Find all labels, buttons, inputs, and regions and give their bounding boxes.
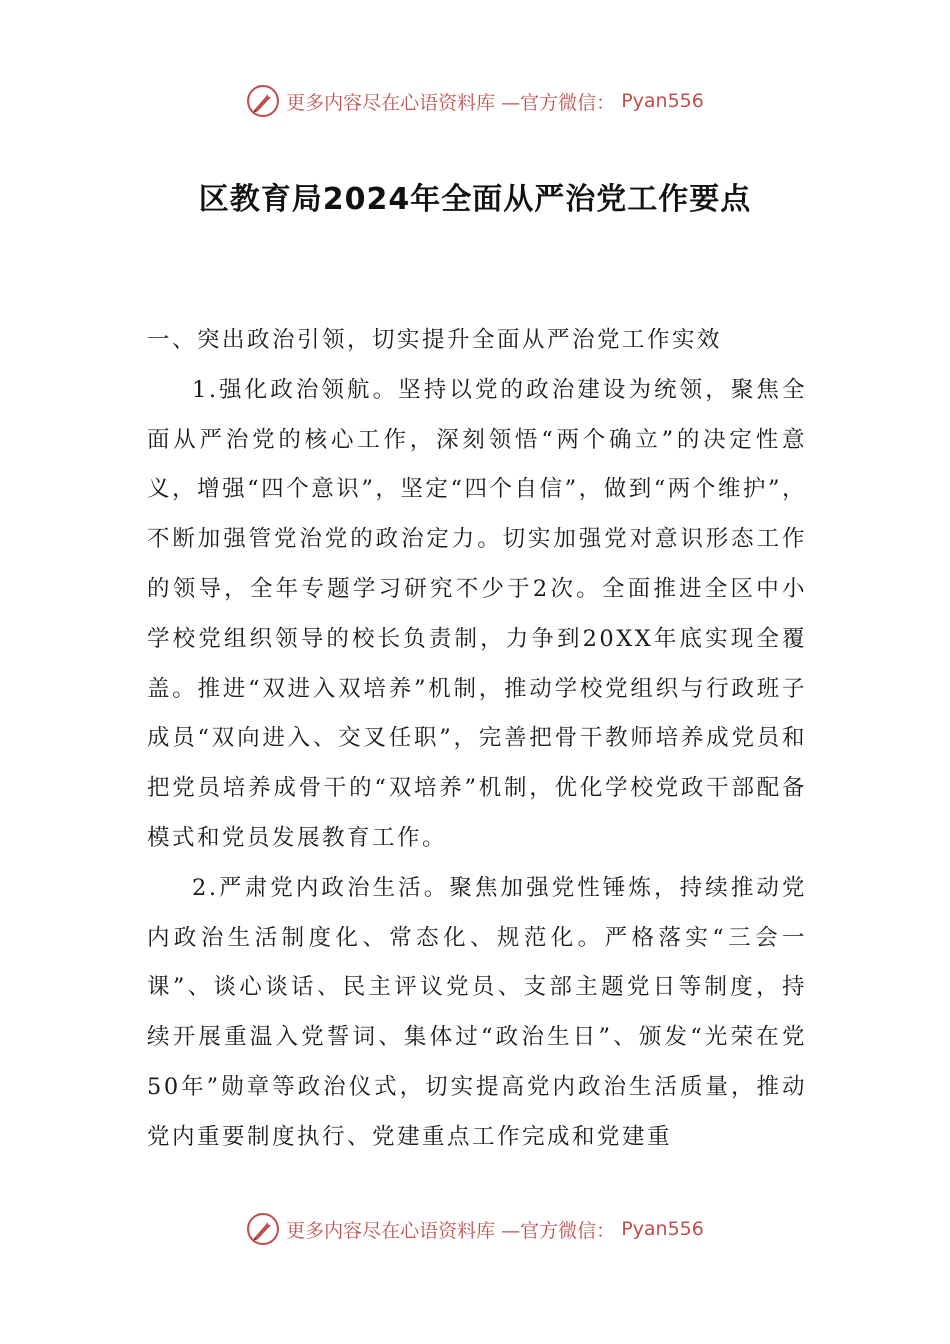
watermark-separator: —官方微信： xyxy=(501,1219,616,1242)
document-body xyxy=(147,316,807,1163)
watermark-header xyxy=(0,84,950,118)
watermark-separator: —官方微信： xyxy=(501,91,616,114)
section-heading: 一、突出政治引领，切实提升全面从严治党工作实效 xyxy=(147,327,723,353)
watermark-id: Pyan556 xyxy=(621,90,704,112)
pen-logo-icon xyxy=(246,84,280,118)
paragraph: 1.强化政治领航。坚持以党的政治建设为统领，聚焦全面从严治党的核心工作，深刻领悟“两个确立”的决定性意义，增强“四个意识”，坚定“四个自信”，做到“两个维护”，不断加强管党治党的政治定力。切实加强党对意识形态工作的领导，全年专题学习研究不少于2次。全面推进全区中小学校党组织领导的校长负责制，力争到20XX年底实现全覆盖。推进“双进入双培养”机制，推动学校党组织与行政班子成员“双向进入、交叉任职”，完善把骨干教师培养成党员和把党员培养成骨干的“双培养”机制，优化学校党政干部配备模式和党员发展教育工作。 xyxy=(147,376,807,851)
pen-logo-icon xyxy=(246,1212,280,1246)
watermark-text: 更多内容尽在心语资料库 xyxy=(286,91,496,114)
watermark-text: 更多内容尽在心语资料库 xyxy=(286,1219,496,1242)
watermark-footer xyxy=(0,1212,950,1246)
paragraph: 2.严肃党内政治生活。聚焦加强党性锤炼，持续推动党内政治生活制度化、常态化、规范化。严格落实“三会一课”、谈心谈话、民主评议党员、支部主题党日等制度，持续开展重温入党誓词、集体过“政治生日”、颁发“光荣在党50年”勋章等政治仪式，切实提高党内政治生活质量，推动党内重要制度执行、党建重点工作完成和党建重 xyxy=(147,874,807,1150)
document-title: 区教育局2024年全面从严治党工作要点 xyxy=(198,182,752,217)
watermark-id: Pyan556 xyxy=(621,1218,704,1240)
